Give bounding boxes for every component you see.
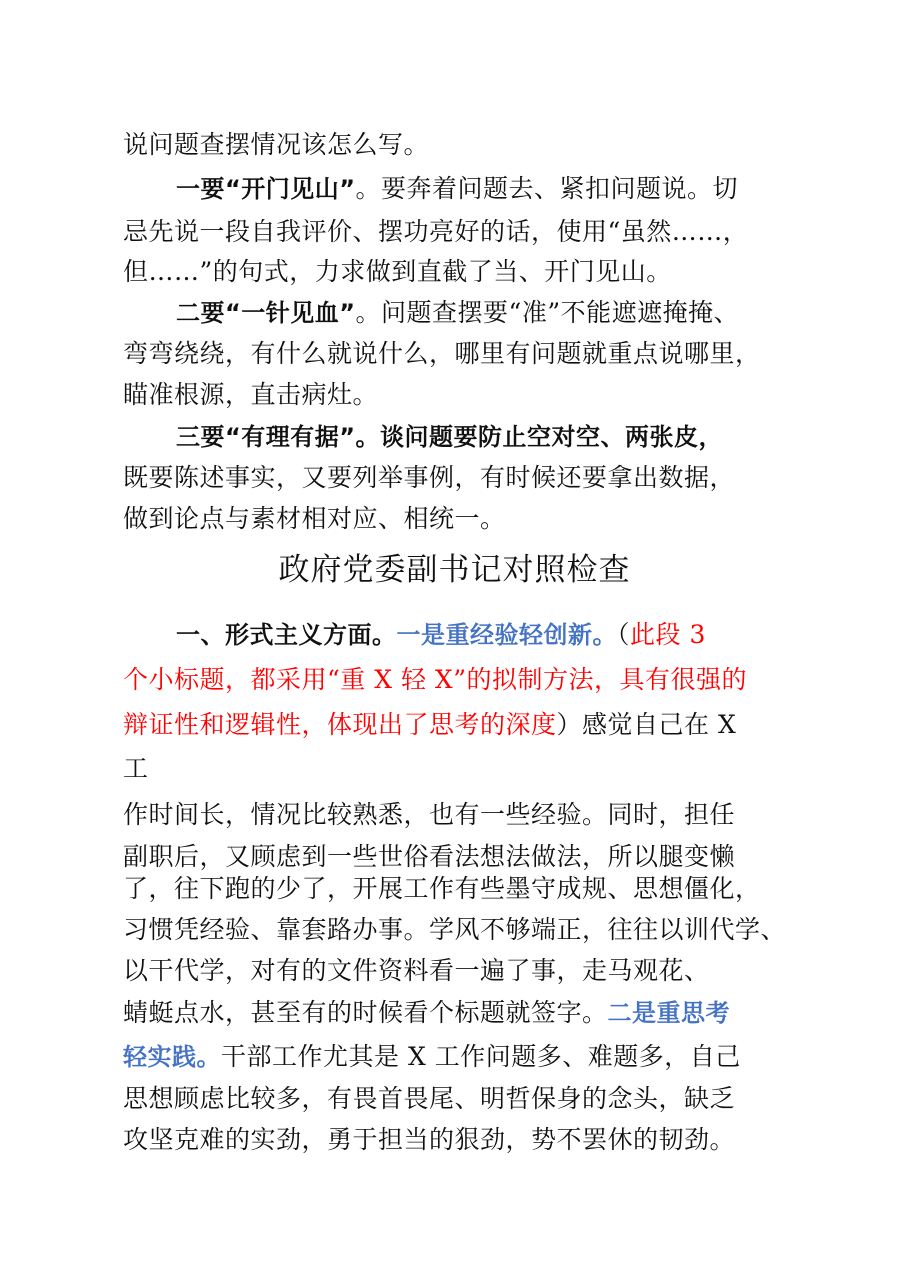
text-span: 瞄准根源，直击病灶。 [123, 380, 379, 409]
part1-line4 [123, 752, 149, 786]
part1-line9 [123, 954, 710, 988]
section-title: 政府党委副书记对照检查 [278, 552, 631, 588]
part1-line3 [123, 708, 736, 742]
part1-line2 [123, 663, 747, 697]
text-span: 作时间长，情况比较熟悉，也有一些经验。同时，担任 [123, 800, 736, 829]
intro-line [123, 128, 429, 162]
point2-line2 [123, 337, 761, 371]
text-span: 攻坚克难的实劲，勇于担当的狠劲，势不罢休的韧劲。 [123, 1125, 736, 1154]
text-span: 习惯凭经验、靠套路办事。学风不够端正，往往以训代学、 [123, 915, 787, 944]
point2-line1 [176, 296, 739, 330]
text-span: 但……”的句式，力求做到直截了当、开门见山。 [123, 257, 672, 286]
text-span: 了，往下跑的少了，开展工作有些墨守成规、思想僵化， [123, 874, 761, 903]
part1-line8 [123, 913, 786, 947]
point3-line3 [123, 502, 506, 536]
point1-heading: 一要“开门见山” [176, 175, 356, 203]
text-span: ）感觉自己在 X [556, 710, 737, 739]
text-span: 弯弯绕绕，有什么就说什么，哪里有问题就重点说哪里， [123, 339, 761, 368]
editor-note: 个小标题，都采用“重 X 轻 X”的拟制方法，具有很强的 [123, 665, 747, 694]
part1-heading: 一、形式主义方面。 [176, 621, 397, 649]
part1-line12 [123, 1082, 735, 1116]
editor-note: 辩证性和逻辑性，体现出了思考的深度 [123, 710, 557, 739]
part1-line13 [123, 1123, 735, 1157]
point2-line3 [123, 378, 378, 412]
part1-line11 [123, 1040, 741, 1074]
text-span: 副职后，又顾虑到一些世俗看法想法做法，所以腿变懒 [123, 842, 736, 871]
point3-line2 [123, 461, 735, 495]
subheading-1: 一是重经验轻创新。 [396, 621, 617, 649]
point1-line3 [123, 255, 672, 289]
text-span: 做到论点与素材相对应、相统一。 [123, 504, 506, 533]
editor-note: 此段 3 [630, 620, 706, 649]
text-span: 以干代学，对有的文件资料看一遍了事，走马观花、 [123, 956, 710, 985]
text-span: （ [617, 620, 631, 649]
text-span: 。谈问题要防止空对空、两张皮， [355, 423, 724, 451]
text-span: 。要奔着问题去、紧扣问题说。切 [355, 174, 739, 203]
point3-heading: 三要“有理有据” [176, 423, 356, 451]
part1-line1 [176, 618, 706, 652]
text-span: 蜻蜓点水，甚至有的时候看个标题就签字。 [123, 998, 608, 1027]
part1-line6 [123, 840, 735, 874]
subheading-2-cont: 轻实践。 [123, 1043, 221, 1071]
part1-line7 [123, 872, 761, 906]
point1-line1 [176, 172, 738, 206]
text-span: 说问题查摆情况该怎么写。 [123, 130, 430, 159]
part1-line5 [123, 798, 735, 832]
text-span: 忌先说一段自我评价、摆功亮好的话，使用“虽然……， [123, 217, 749, 246]
text-span: 。问题查摆要“准”不能遮遮掩掩、 [355, 298, 740, 327]
text-span: 工 [123, 754, 149, 783]
point3-line1 [176, 420, 723, 454]
text-span: 既要陈述事实，又要列举事例，有时候还要拿出数据， [123, 463, 736, 492]
point1-line2 [123, 215, 748, 249]
point2-heading: 二要“一针见血” [176, 299, 356, 327]
part1-line10 [123, 996, 730, 1030]
text-span: 干部工作尤其是 X 工作问题多、难题多，自己 [221, 1042, 741, 1071]
subheading-2: 二是重思考 [607, 999, 731, 1027]
text-span: 思想顾虑比较多，有畏首畏尾、明哲保身的念头，缺乏 [123, 1084, 736, 1113]
